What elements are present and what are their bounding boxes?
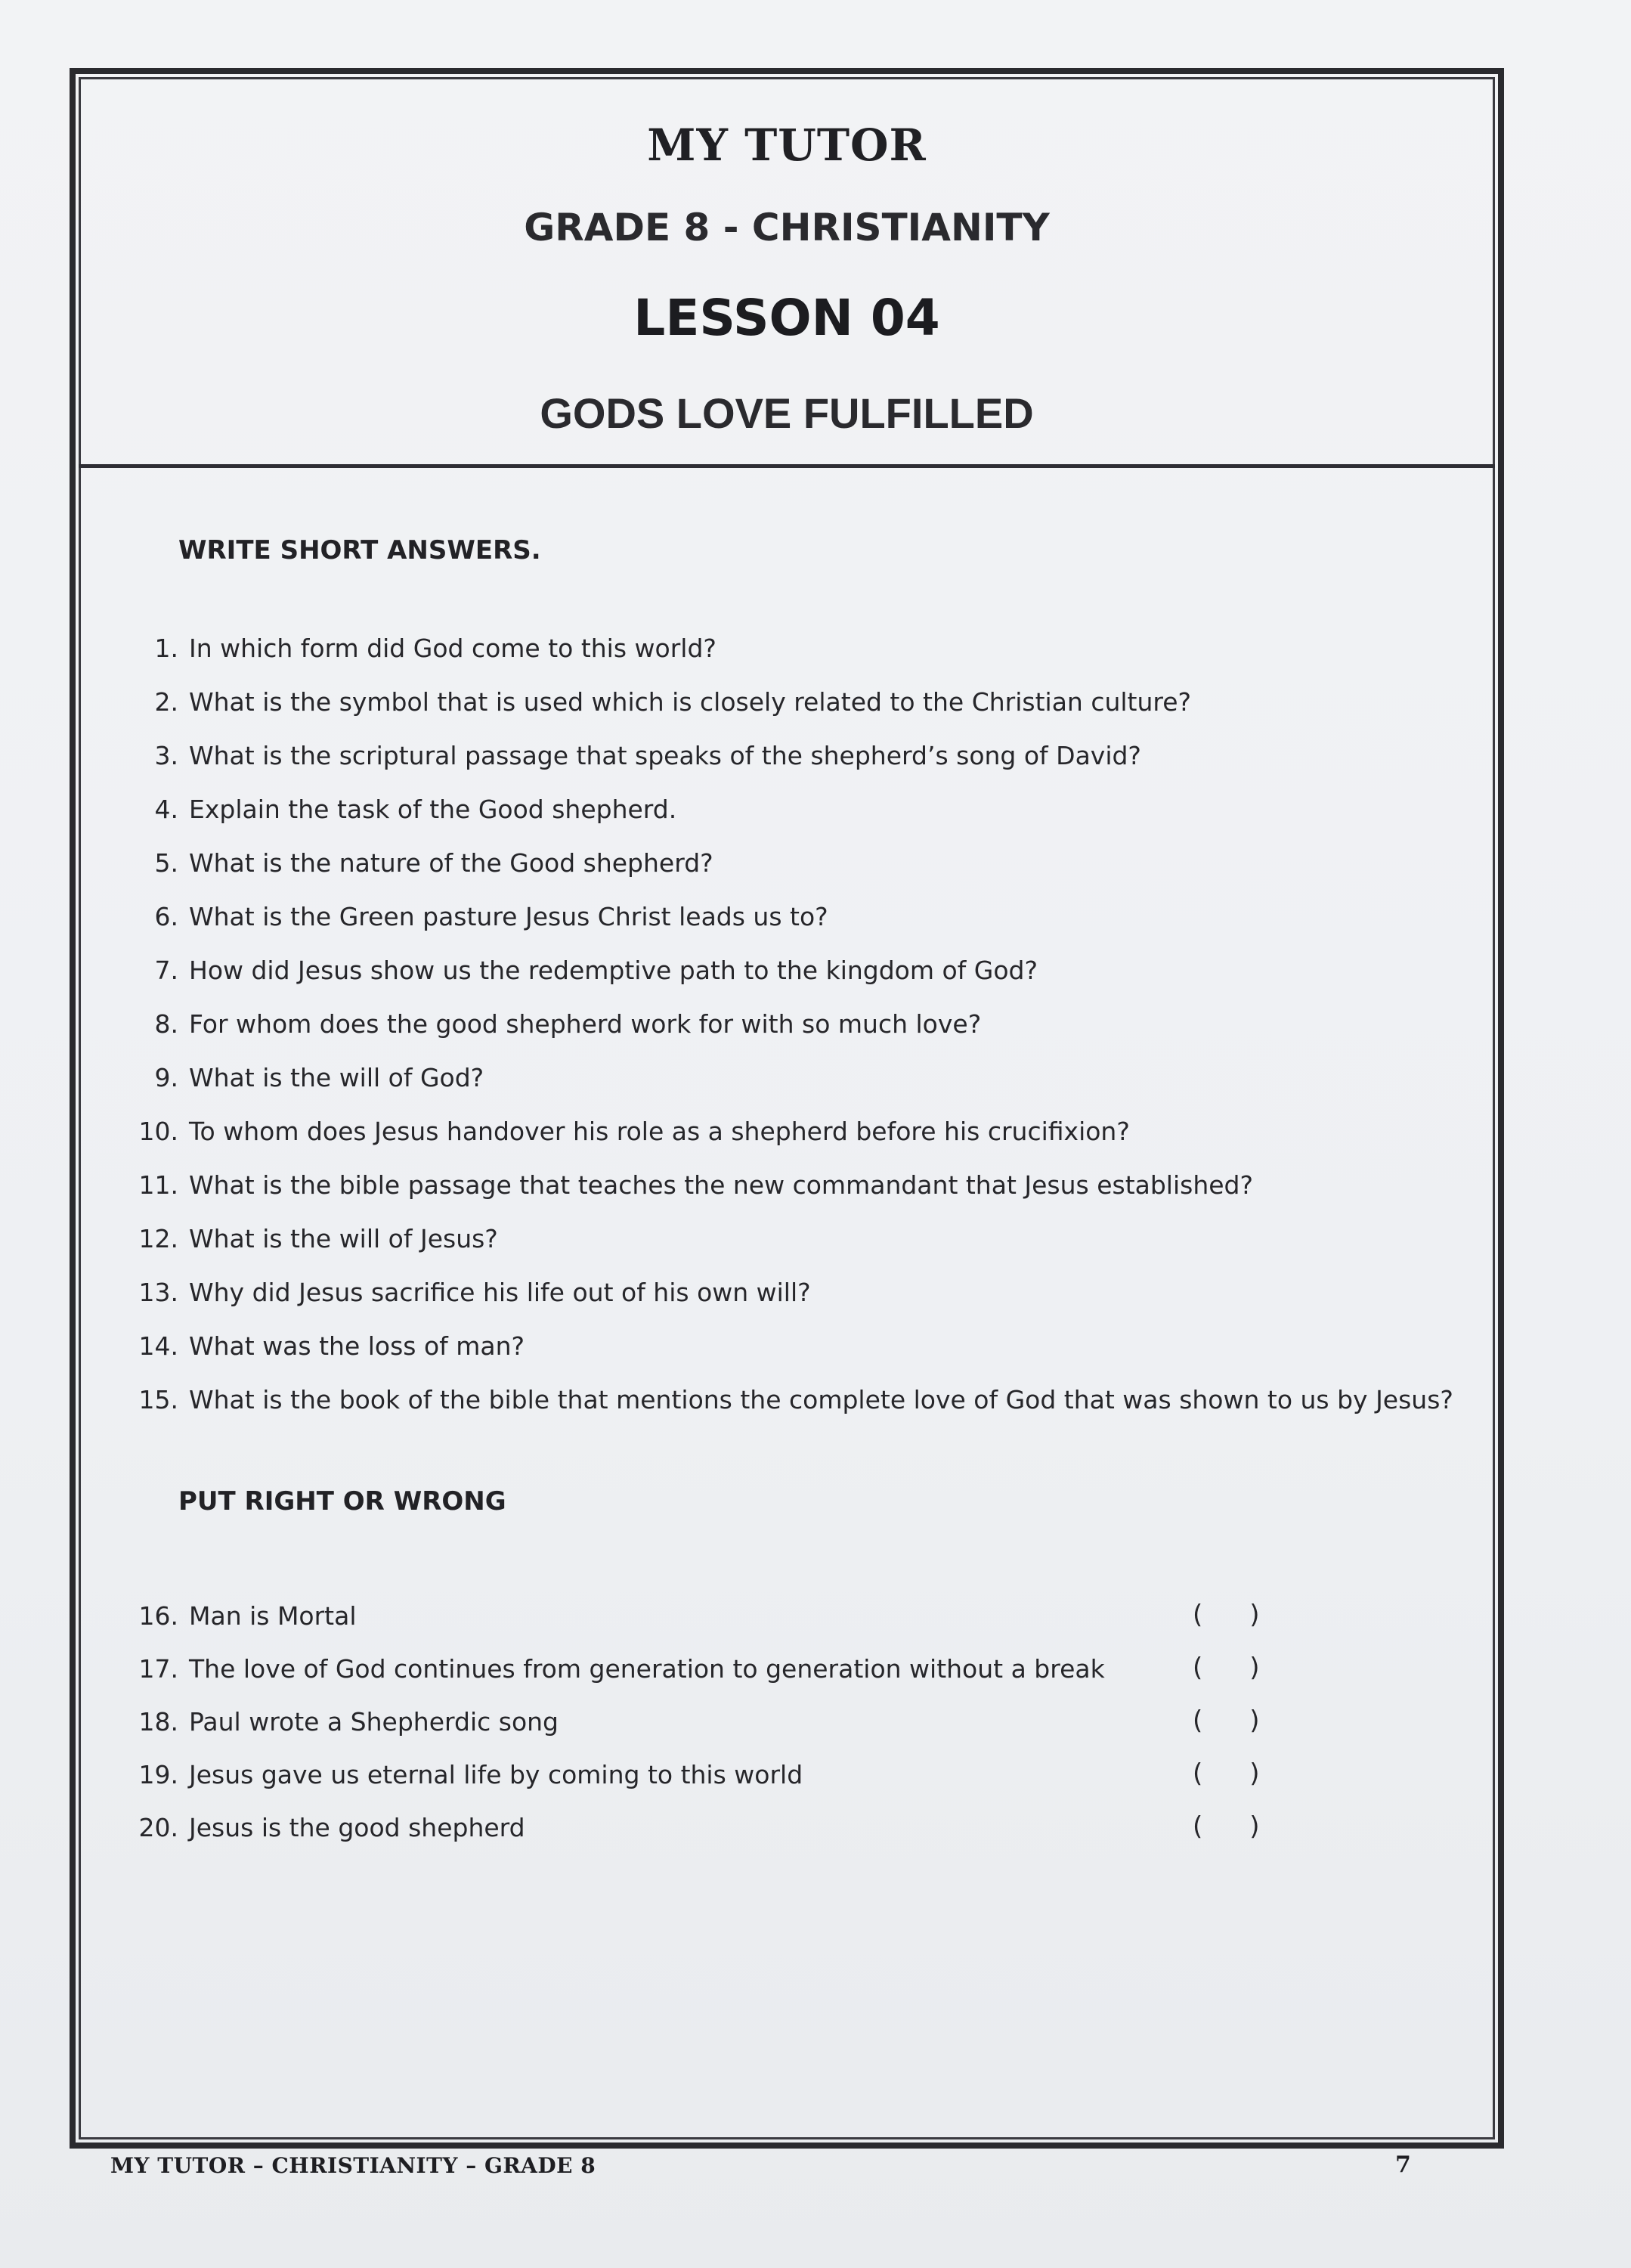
answer-brackets[interactable] (1193, 1706, 1260, 1736)
subject-title: GRADE 8 - CHRISTIANITY (524, 206, 1050, 249)
short-answers-list (128, 621, 1459, 1427)
question-text: What is the symbol that is used which is closely related to the Christian culture? (189, 687, 1192, 717)
question-number: 12. (138, 1224, 178, 1253)
question-text: What is the book of the bible that mentions the complete love of God that was shown to us by Jesus? (189, 1385, 1453, 1414)
answer-brackets[interactable] (1193, 1600, 1260, 1630)
list-item (128, 1801, 1308, 1854)
question-number: 5. (154, 848, 178, 878)
question-text: How did Jesus show us the redemptive path to the kingdom of God? (189, 956, 1038, 985)
topic-title: GODS LOVE FULFILLED (540, 389, 1034, 437)
statement-text: Jesus is the good shepherd (189, 1812, 525, 1842)
list-item (128, 729, 1459, 782)
list-item (128, 836, 1459, 890)
list-item (128, 782, 1459, 836)
list-item (128, 997, 1459, 1051)
short-answers-heading: WRITE SHORT ANSWERS. (178, 535, 541, 565)
statement-text: Jesus gave us eternal life by coming to this world (189, 1759, 803, 1789)
question-number: 8. (154, 1009, 178, 1039)
statement-text: The love of God continues from generation to generation without a break (189, 1653, 1105, 1684)
list-item (128, 1589, 1308, 1642)
list-item (128, 943, 1459, 997)
list-item (128, 1695, 1308, 1748)
question-text: What is the will of Jesus? (189, 1224, 498, 1253)
question-text: What is the scriptural passage that speaks of the shepherd’s song of David? (189, 741, 1141, 770)
answer-brackets[interactable] (1193, 1653, 1260, 1683)
list-item (128, 1748, 1308, 1801)
question-number: 2. (154, 687, 178, 717)
item-number: 16. (138, 1600, 178, 1631)
list-item (128, 890, 1459, 943)
question-text: What is the will of God? (189, 1063, 484, 1092)
list-item (128, 621, 1459, 675)
bracket-open: ( (1193, 1811, 1203, 1842)
question-text: What is the Green pasture Jesus Christ leads us to? (189, 902, 828, 931)
question-text: What is the bible passage that teaches the new commandant that Jesus established? (189, 1170, 1254, 1200)
lesson-title: LESSON 04 (633, 289, 940, 347)
question-number: 9. (154, 1063, 178, 1092)
question-number: 3. (154, 741, 178, 770)
question-number: 10. (138, 1117, 178, 1146)
statement-text: Paul wrote a Shepherdic song (189, 1706, 559, 1737)
question-text: What is the nature of the Good shepherd? (189, 848, 713, 878)
question-number: 13. (138, 1278, 178, 1307)
question-number: 15. (138, 1385, 178, 1414)
question-text: What was the loss of man? (189, 1331, 525, 1361)
list-item (128, 1051, 1459, 1105)
question-text: In which form did God come to this world? (189, 634, 716, 663)
bracket-open: ( (1193, 1600, 1203, 1630)
page-number: 7 (1395, 2152, 1411, 2178)
list-item (128, 675, 1459, 729)
brand-title: MY TUTOR (647, 119, 927, 171)
list-item (128, 1266, 1459, 1319)
bracket-open: ( (1193, 1706, 1203, 1736)
right-wrong-heading: PUT RIGHT OR WRONG (178, 1486, 506, 1517)
question-text: For whom does the good shepherd work for with so much love? (189, 1009, 982, 1039)
bracket-close: ) (1249, 1758, 1260, 1789)
bracket-close: ) (1249, 1811, 1260, 1842)
list-item (128, 1105, 1459, 1158)
question-number: 7. (154, 956, 178, 985)
question-number: 14. (138, 1331, 178, 1361)
bracket-close: ) (1249, 1600, 1260, 1630)
list-item (128, 1212, 1459, 1266)
answer-brackets[interactable] (1193, 1811, 1260, 1842)
list-item (128, 1158, 1459, 1212)
right-wrong-list (128, 1589, 1308, 1854)
list-item (128, 1373, 1459, 1427)
item-number: 18. (138, 1706, 178, 1737)
question-number: 6. (154, 902, 178, 931)
bracket-open: ( (1193, 1758, 1203, 1789)
answer-brackets[interactable] (1193, 1758, 1260, 1789)
bracket-close: ) (1249, 1706, 1260, 1736)
footer-title: MY TUTOR – CHRISTIANITY – GRADE 8 (110, 2153, 596, 2178)
statement-text: Man is Mortal (189, 1600, 357, 1631)
question-number: 11. (138, 1170, 178, 1200)
item-number: 20. (138, 1812, 178, 1842)
header-divider (79, 464, 1495, 468)
question-number: 4. (154, 795, 178, 824)
list-item (128, 1642, 1308, 1695)
bracket-close: ) (1249, 1653, 1260, 1683)
item-number: 17. (138, 1653, 178, 1684)
question-text: To whom does Jesus handover his role as a shepherd before his crucifixion? (189, 1117, 1130, 1146)
question-number: 1. (154, 634, 178, 663)
question-text: Explain the task of the Good shepherd. (189, 795, 677, 824)
question-text: Why did Jesus sacrifice his life out of his own will? (189, 1278, 811, 1307)
item-number: 19. (138, 1759, 178, 1789)
list-item (128, 1319, 1459, 1373)
bracket-open: ( (1193, 1653, 1203, 1683)
